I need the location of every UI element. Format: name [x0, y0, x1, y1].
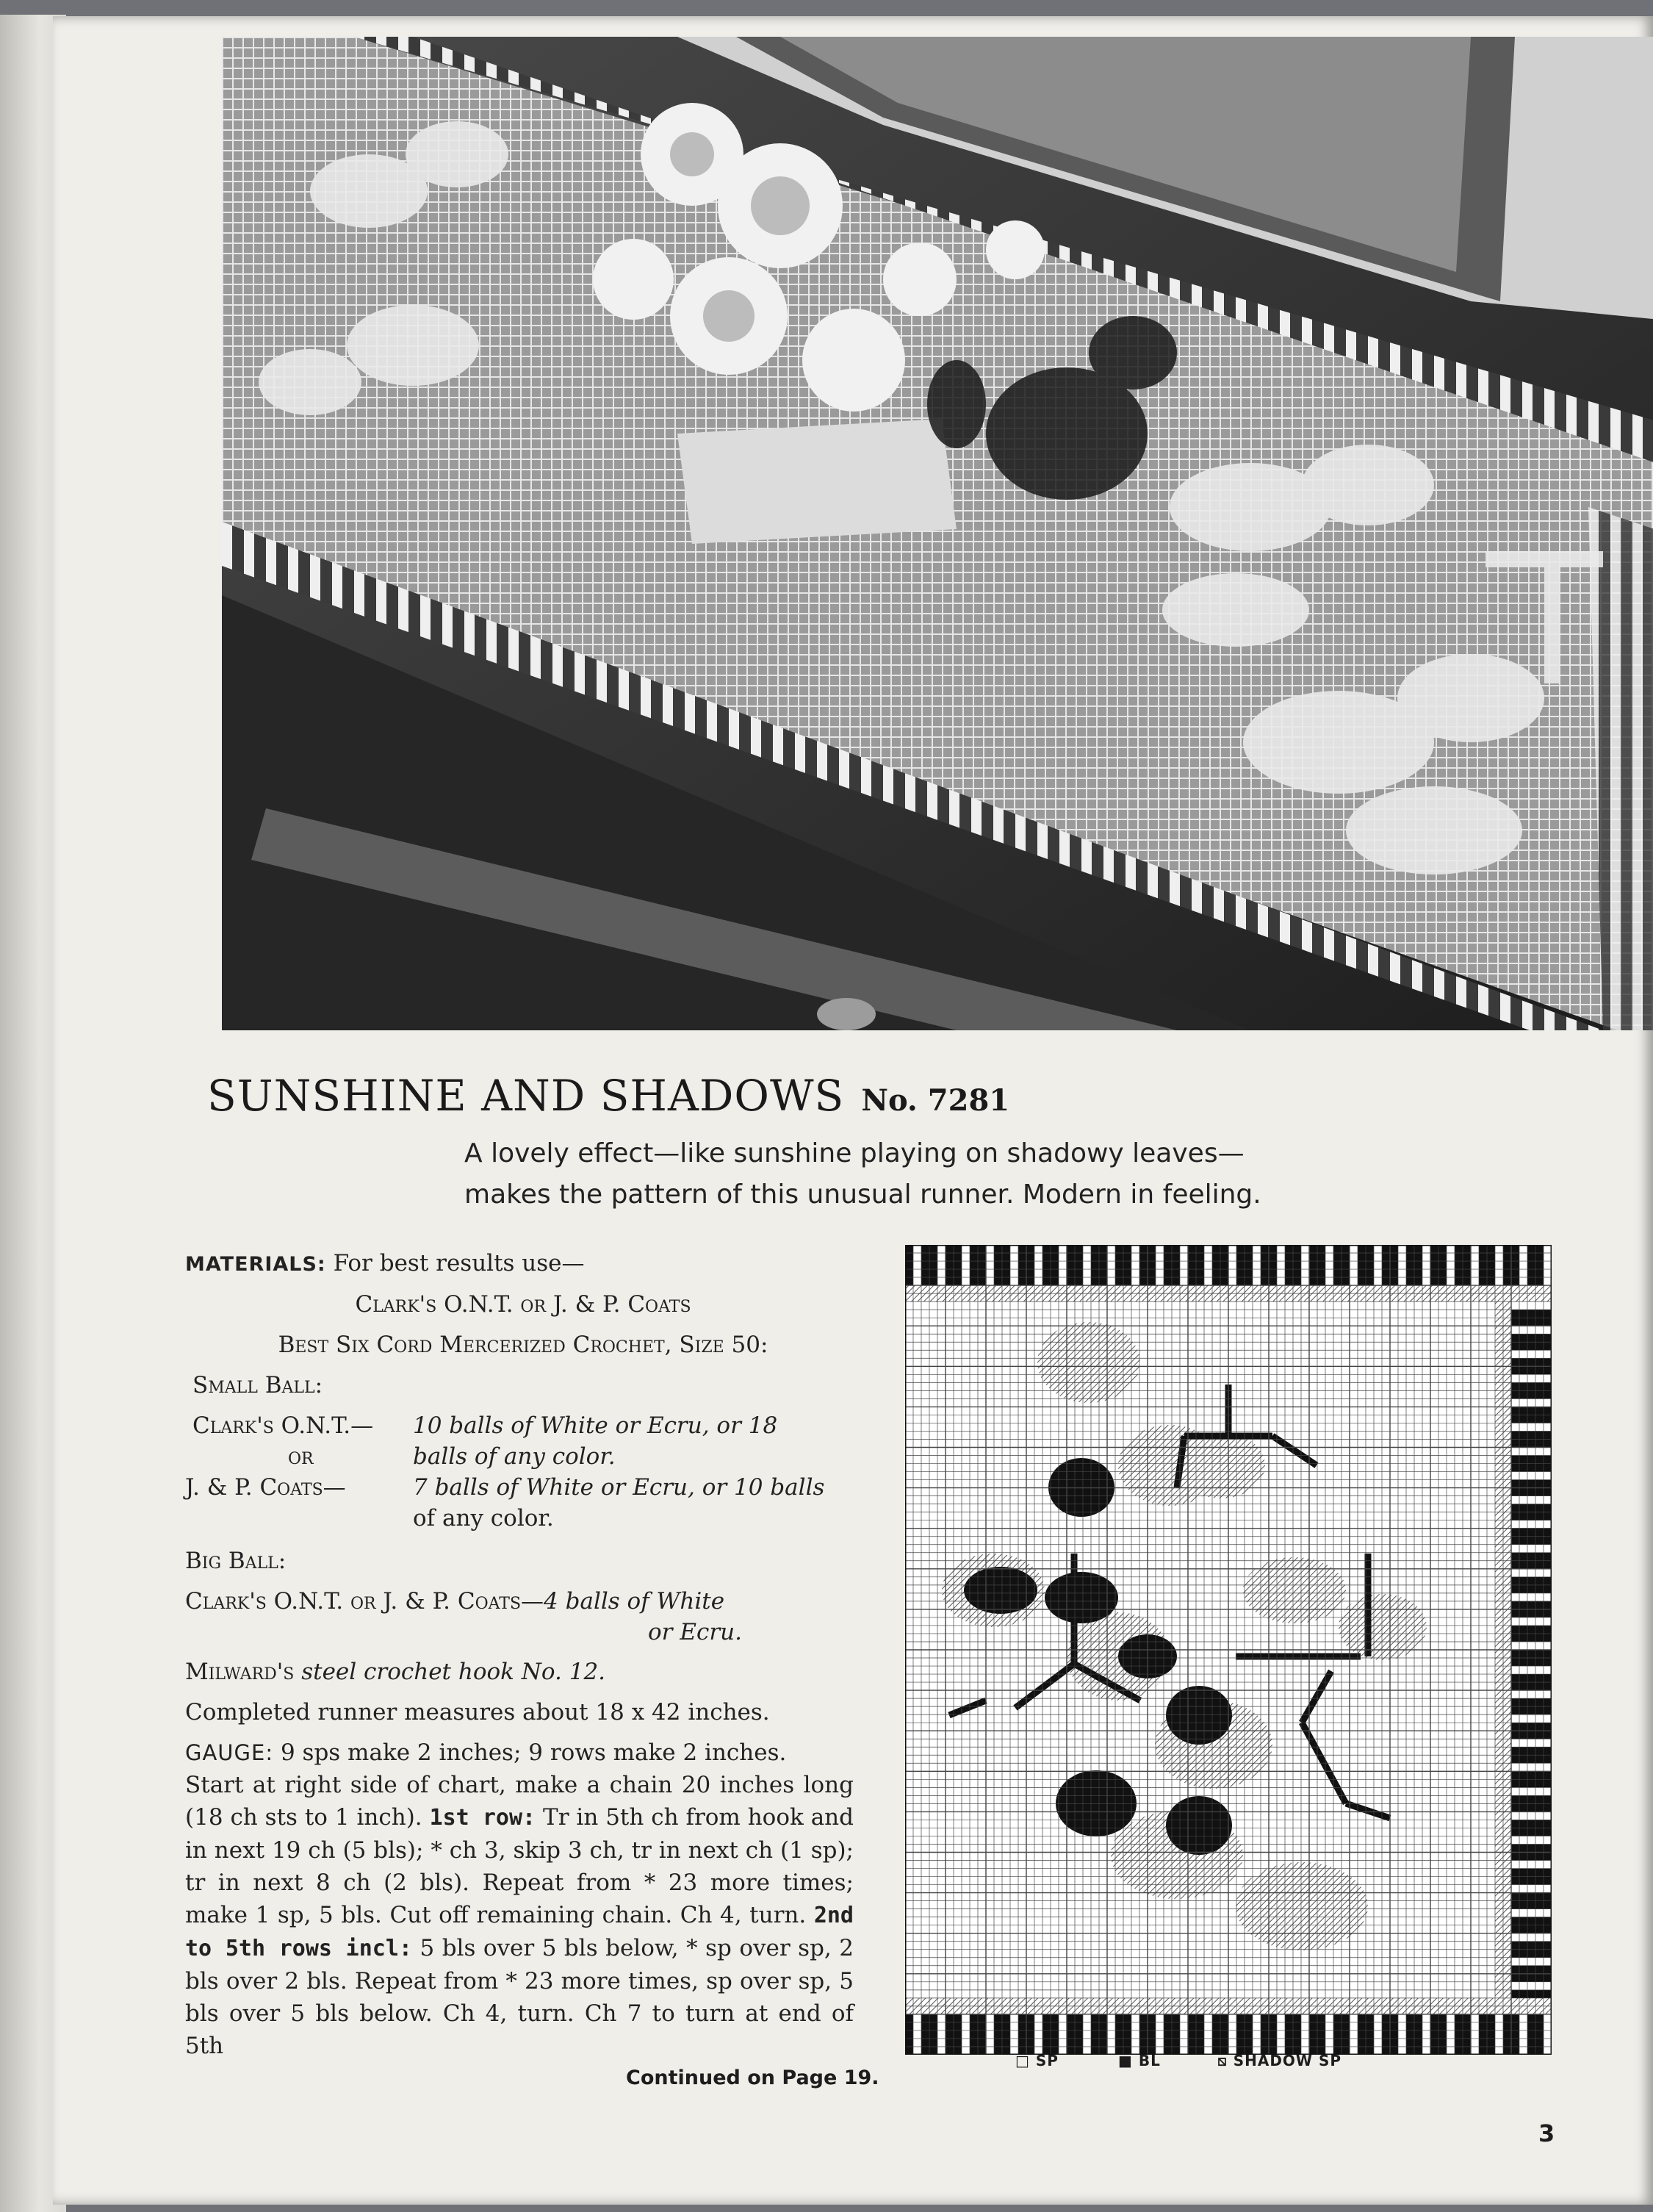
big-ball-quantity-1: 4 balls of White — [544, 1588, 725, 1615]
open-square-icon: □ — [1015, 2052, 1030, 2069]
coats-quantity-2: of any color. — [413, 1505, 554, 1531]
subtitle-line: A lovely effect—like sunshine playing on shadowy leaves— — [464, 1138, 1245, 1168]
row1-label: 1st row: — [429, 1805, 536, 1831]
measure-line: Completed runner measures about 18 x 42 inches. — [185, 1699, 770, 1726]
big-ball-quantity-2: or Ecru. — [648, 1619, 742, 1645]
big-ball-label: Big Ball: — [185, 1548, 287, 1574]
title-row — [207, 1071, 1009, 1121]
materials-intro-line — [185, 1243, 861, 1285]
pattern-title: SUNSHINE AND SHADOWS — [207, 1071, 845, 1121]
hook-line — [185, 1652, 861, 1692]
clarks-quantity-1: 10 balls of White or Ecru, or 18 — [413, 1412, 778, 1439]
pattern-number: No. 7281 — [861, 1083, 1010, 1118]
row1-text: Tr in 5th ch from hook and in next 19 ch (5 bls); * ch 3, skip 3 ch, tr in next ch (1 sp); tr in next 8 ch (2 bls). Repeat from * 23 more times; make 1 sp, 5 bls. Cut off remaining chain. Ch 4, turn. — [185, 1804, 854, 1928]
thread-brand: Clark's O.N.T. or J. & P. Coats — [355, 1291, 691, 1318]
legend-shadow-label: SHADOW SP — [1233, 2052, 1342, 2069]
gauge-line — [185, 1733, 861, 1773]
filet-chart — [905, 1245, 1552, 2055]
row2-text: 5 bls over 5 bls below, * sp over sp, 2 bls over 2 bls. Repeat from * 23 more times, sp over sp, 5 bls over 5 bls below. Ch 4, turn. Ch 7 to turn at end of 5th — [185, 1935, 854, 2059]
clarks-quantity-2: balls of any color. — [413, 1443, 616, 1470]
legend-sp-label: SP — [1035, 2052, 1059, 2069]
legend-bl-label: BL — [1138, 2052, 1161, 2069]
instructions — [185, 1769, 854, 2062]
filled-square-icon: ■ — [1118, 2052, 1133, 2069]
clarks-label: Clark's O.N.T.— — [192, 1412, 374, 1439]
subtitle-line: makes the pattern of this unusual runner. Modern in feeling. — [464, 1179, 1261, 1210]
or-label: or — [288, 1443, 314, 1470]
coats-entry — [185, 1472, 861, 1503]
page-number: 3 — [1538, 2119, 1555, 2147]
clarks-entry-cont — [185, 1441, 861, 1472]
legend-shadow — [1217, 2052, 1342, 2069]
magazine-page — [53, 16, 1653, 2205]
filet-chart-grid — [905, 1245, 1552, 2055]
legend-sp — [1015, 2052, 1059, 2069]
runner-photo — [222, 37, 1653, 1030]
hatched-square-icon: ⧅ — [1217, 2052, 1228, 2069]
continued-note: Continued on Page 19. — [626, 2066, 879, 2089]
runner-photo-illustration — [222, 37, 1653, 1030]
gauge-text: 9 sps make 2 inches; 9 rows make 2 inches. — [280, 1739, 787, 1766]
instructions-intro: Start at right side of chart, make a chain 20 inches long (18 ch sts to 1 inch). — [185, 1772, 854, 1831]
clarks-entry — [185, 1410, 861, 1441]
thread-type: Best Six Cord Mercerized Crochet, Size 50: — [278, 1332, 768, 1358]
gauge-label: GAUGE: — [185, 1740, 274, 1765]
materials-section — [185, 1243, 861, 1773]
materials-intro: For best results use— — [333, 1250, 585, 1276]
subtitle — [464, 1133, 1346, 1215]
legend-bl — [1118, 2052, 1161, 2069]
small-ball-label: Small Ball: — [192, 1372, 323, 1398]
big-ball-brand: Clark's O.N.T. or J. & P. Coats— — [185, 1588, 544, 1615]
coats-quantity-1: 7 balls of White or Ecru, or 10 balls — [413, 1474, 825, 1501]
materials-label: MATERIALS: — [185, 1253, 326, 1276]
coats-label: J. & P. Coats— — [185, 1474, 346, 1501]
big-ball-entry — [185, 1586, 861, 1617]
hook-brand: Milward's — [185, 1659, 295, 1685]
row2-label: 2nd to 5th rows incl: — [185, 1903, 854, 1961]
hook-desc: steel crochet hook No. 12. — [301, 1659, 606, 1685]
